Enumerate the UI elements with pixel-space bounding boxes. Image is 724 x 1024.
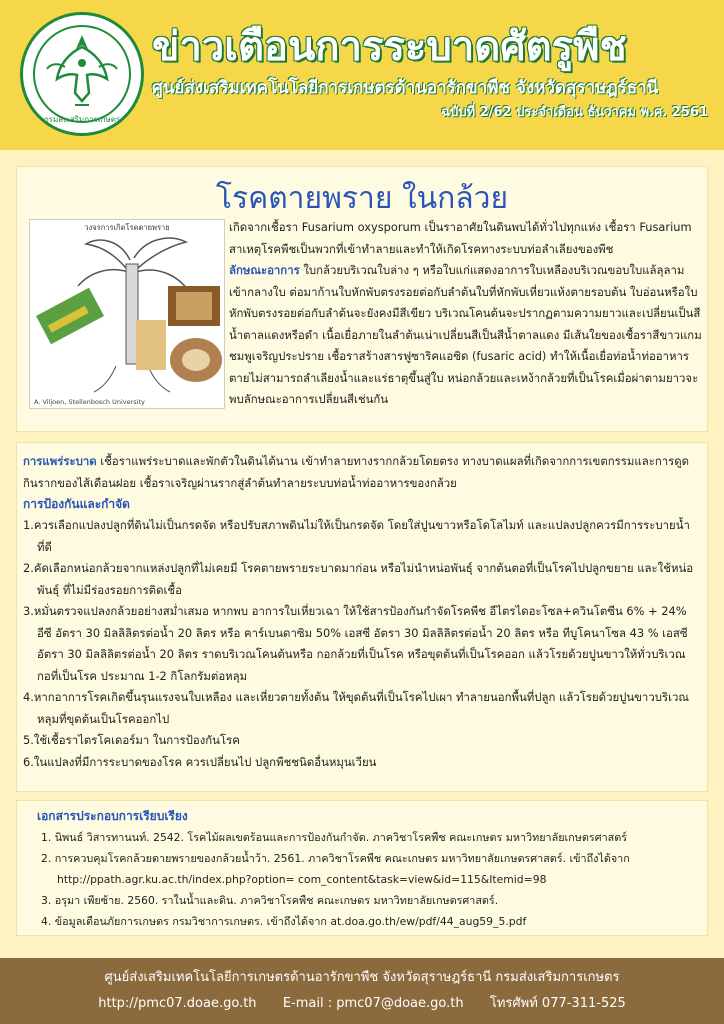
page-footer xyxy=(0,958,724,1024)
spread-paragraph xyxy=(23,451,695,494)
reference-item: 1. นิพนธ์ วิสารทานนท์. 2542. โรคไม้ผลเขตร้อนและการป้องกันกำจัด. ภาควิชาโรคพืช คณะเกษตร มหาวิทยาลัยเกษตรศาสตร์ xyxy=(41,831,628,844)
reference-item: 3. อรุมา เพียซ้าย. 2560. ราในน้ำและดิน. ภาควิชาโรคพืช คณะเกษตร มหาวิทยาลัยเกษตรศาสตร์. xyxy=(41,894,499,907)
footer-email[interactable]: E-mail : pmc07@doae.go.th xyxy=(282,996,464,1011)
references-heading: เอกสารประกอบการเรียบเรียง xyxy=(37,809,188,823)
control-item: 6.ในแปลงที่มีการระบาดของโรค ควรเปลี่ยนไป ปลูกพืชชนิดอื่นหมุนเวียน xyxy=(23,754,377,769)
page-header xyxy=(0,0,724,150)
article-title: โรคตายพราย ในกล้วย xyxy=(215,181,509,216)
symptom-label: ลักษณะอาการ xyxy=(229,263,300,277)
issue-info: ฉบับที่ 2/62 ประจำเดือน ธันวาคม พ.ศ. 2561 xyxy=(441,105,708,120)
control-item: 5.ใช้เชื้อราไตรโคเดอร์มา ในการป้องกันโรค xyxy=(23,733,240,747)
logo-inner-ring xyxy=(33,25,131,123)
control-box xyxy=(16,442,708,792)
footer-phone: โทรศัพท์ 077-311-525 xyxy=(489,996,626,1011)
department-logo xyxy=(20,12,144,136)
control-heading: การป้องกันและกำจัด xyxy=(23,497,130,511)
control-item: 3.หมั่นตรวจแปลงกล้วยอย่างสม่ำเสมอ หากพบ อาการใบเหี่ยวเฉา ให้ใช้สารป้องกันกำจัดโรคพืช อีไตรไดอะโซล+ควินโตซีน 6% + 24% อีซี อัตรา 30 มิลลิลิตรต่อน้ำ 20 ลิตร หรือ คาร์เบนดาซิม 50% เอสซี อัตรา 30 มิลลิลิตรต่อน้ำ 20 ลิตร หรือ ทีบูโคนาโซล 43 % เอสซี อัตรา 30 มิลลิลิตรต่อน้ำ 20 ลิตร ราดบริเวณโคนต้นหรือ กอกล้วยที่เป็นโรค หรือขุดต้นที่เป็นโรคออก แล้วโรยด้วยปูนขาวให้ทั่วบริเวณกอที่เป็นโรค ประมาณ 1-2 กิโลกรัมต่อหลุม xyxy=(23,604,688,683)
logo-text: กรมส่งเสริมการเกษตร xyxy=(43,115,121,124)
banana-plant-illustration-icon xyxy=(30,220,225,409)
spread-label: การแพร่ระบาด xyxy=(23,454,97,468)
control-item: 4.หากอาการโรคเกิดขึ้นรุนแรงจนใบเหลือง และเหี่ยวตายทั้งต้น ให้ขุดต้นที่เป็นโรคไปเผา ทำลายนอกพื้นที่ปลูก แล้วโรยด้วยปูนขาวบริเวณหลุมที่ขุดต้นเป็นโรคออกไป xyxy=(23,690,689,726)
footer-organization: ศูนย์ส่งเสริมเทคโนโลยีการเกษตรด้านอารักขาพืช จังหวัดสุราษฎร์ธานี กรมส่งเสริมการเกษตร xyxy=(104,970,620,985)
reference-item: 2. การควบคุมโรคกล้วยตายพรายของกล้วยน้ำว้า. 2561. ภาควิชาโรคพืช คณะเกษตร มหาวิทยาลัยเกษตรศาสตร์. เข้าถึงได้จาก http://ppath.agr.ku.ac.th/index.php?option= com_content&task=view&id=115&Itemid=98 xyxy=(41,852,630,886)
spread-text: เชื้อราแพร่ระบาดและพักตัวในดินได้นาน เข้าทำลายทางรากกล้วยโดยตรง ทางบาดแผลที่เกิดจากการเขตกรรมและการดูดกินรากของไส้เดือนฝอย เชื้อราเจริญผ่านรากสู่ลำต้นทำลายระบบท่อน้ำท่ออาหารของกล้วย xyxy=(23,454,690,490)
symptom-paragraph xyxy=(229,260,703,411)
control-item: 2.คัดเลือกหน่อกล้วยจากแหล่งปลูกที่ไม่เคยมี โรคตายพรายระบาดมาก่อน หรือไม่นำหน่อพันธุ์ จากต้นตอที่เป็นโรคไปปลูกขยาย และใช้หน่อพันธุ์ ที่ไม่มีร่องรอยการติดเชื้อ xyxy=(23,561,694,597)
newsletter-title: ข่าวเตือนการระบาดศัตรูพืช xyxy=(152,24,627,70)
article-box xyxy=(16,166,708,432)
symptom-text: ใบกล้วยบริเวณใบล่าง ๆ หรือใบแก่แสดงอาการใบเหลืองบริเวณขอบใบแล้ลุลาม เข้ากลางใบ ต่อมาก้านใบหักพับตรงรอยต่อกับลำต้นใบที่หักพับเหี่ยวแห้งตายรอบต้น ใบอ่อนหรือใบหักพับตรงรอยต่อกับลำต้นจะยังคงมีสีเขียว บริเวณโคนต้นจะปรากฏตามความยาวและเปลี่ยนเป็นสีน้ำตาลแดงหรือดำ เนื้อเยื่อภายในลำต้นเน่าเปลี่ยนสีเป็นสีน้ำตาลแดง มีเส้นใยของเชื้อราสีขาวแกมชมพูเจริญประปราย เชื้อราสร้างสารฟูซาริคแอซิด (fusaric acid) ทำให้เนื้อเยื่อท่อน้ำท่ออาหารตายไม่สามารถลำเลียงน้ำและแร่ธาตุขึ้นสู่ใบ หน่อกล้วยและเหง้ากล้วยที่เป็นโรคเมื่อผ่าตามยาวจะพบลักษณะอาการเปลี่ยนสีเช่นกัน xyxy=(229,263,702,406)
disease-cycle-figure xyxy=(29,219,225,409)
intro-paragraph: เกิดจากเชื้อรา Fusarium oxysporum เป็นราอาศัยในดินพบได้ทั่วไปทุกแห่ง เชื้อรา Fusarium สาเหตุโรคพืชเป็นพวกที่เข้าทำลายและทำให้เกิดโรคทางระบบท่อลำเลียงของพืช xyxy=(229,220,692,256)
figure-caption: วงจรการเกิดโรคตายพราย xyxy=(84,223,170,232)
figure-credit: A. Viljoen, Stellenbosch University xyxy=(34,398,145,406)
reference-item: 4. ข้อมูลเตือนภัยการเกษตร กรมวิชาการเกษตร. เข้าถึงได้จาก at.doa.go.th/ew/pdf/44_aug59_5.pdf xyxy=(41,915,527,928)
article-body xyxy=(229,217,703,411)
footer-website[interactable]: http://pmc07.doae.go.th xyxy=(98,996,257,1011)
garuda-emblem-icon xyxy=(35,27,129,121)
references-box xyxy=(16,800,708,936)
control-item: 1.ควรเลือกแปลงปลูกที่ดินไม่เป็นกรดจัด หรือปรับสภาพดินไม่ให้เป็นกรดจัด โดยใส่ปูนขาวหรือโดโลไมท์ และแปลงปลูกควรมีการระบายน้ำที่ดี xyxy=(23,518,690,554)
center-name: ศูนย์ส่งเสริมเทคโนโลยีการเกษตรด้านอารักขาพืช จังหวัดสุราษฎร์ธานี xyxy=(152,78,659,98)
footer-contact xyxy=(0,992,724,1013)
